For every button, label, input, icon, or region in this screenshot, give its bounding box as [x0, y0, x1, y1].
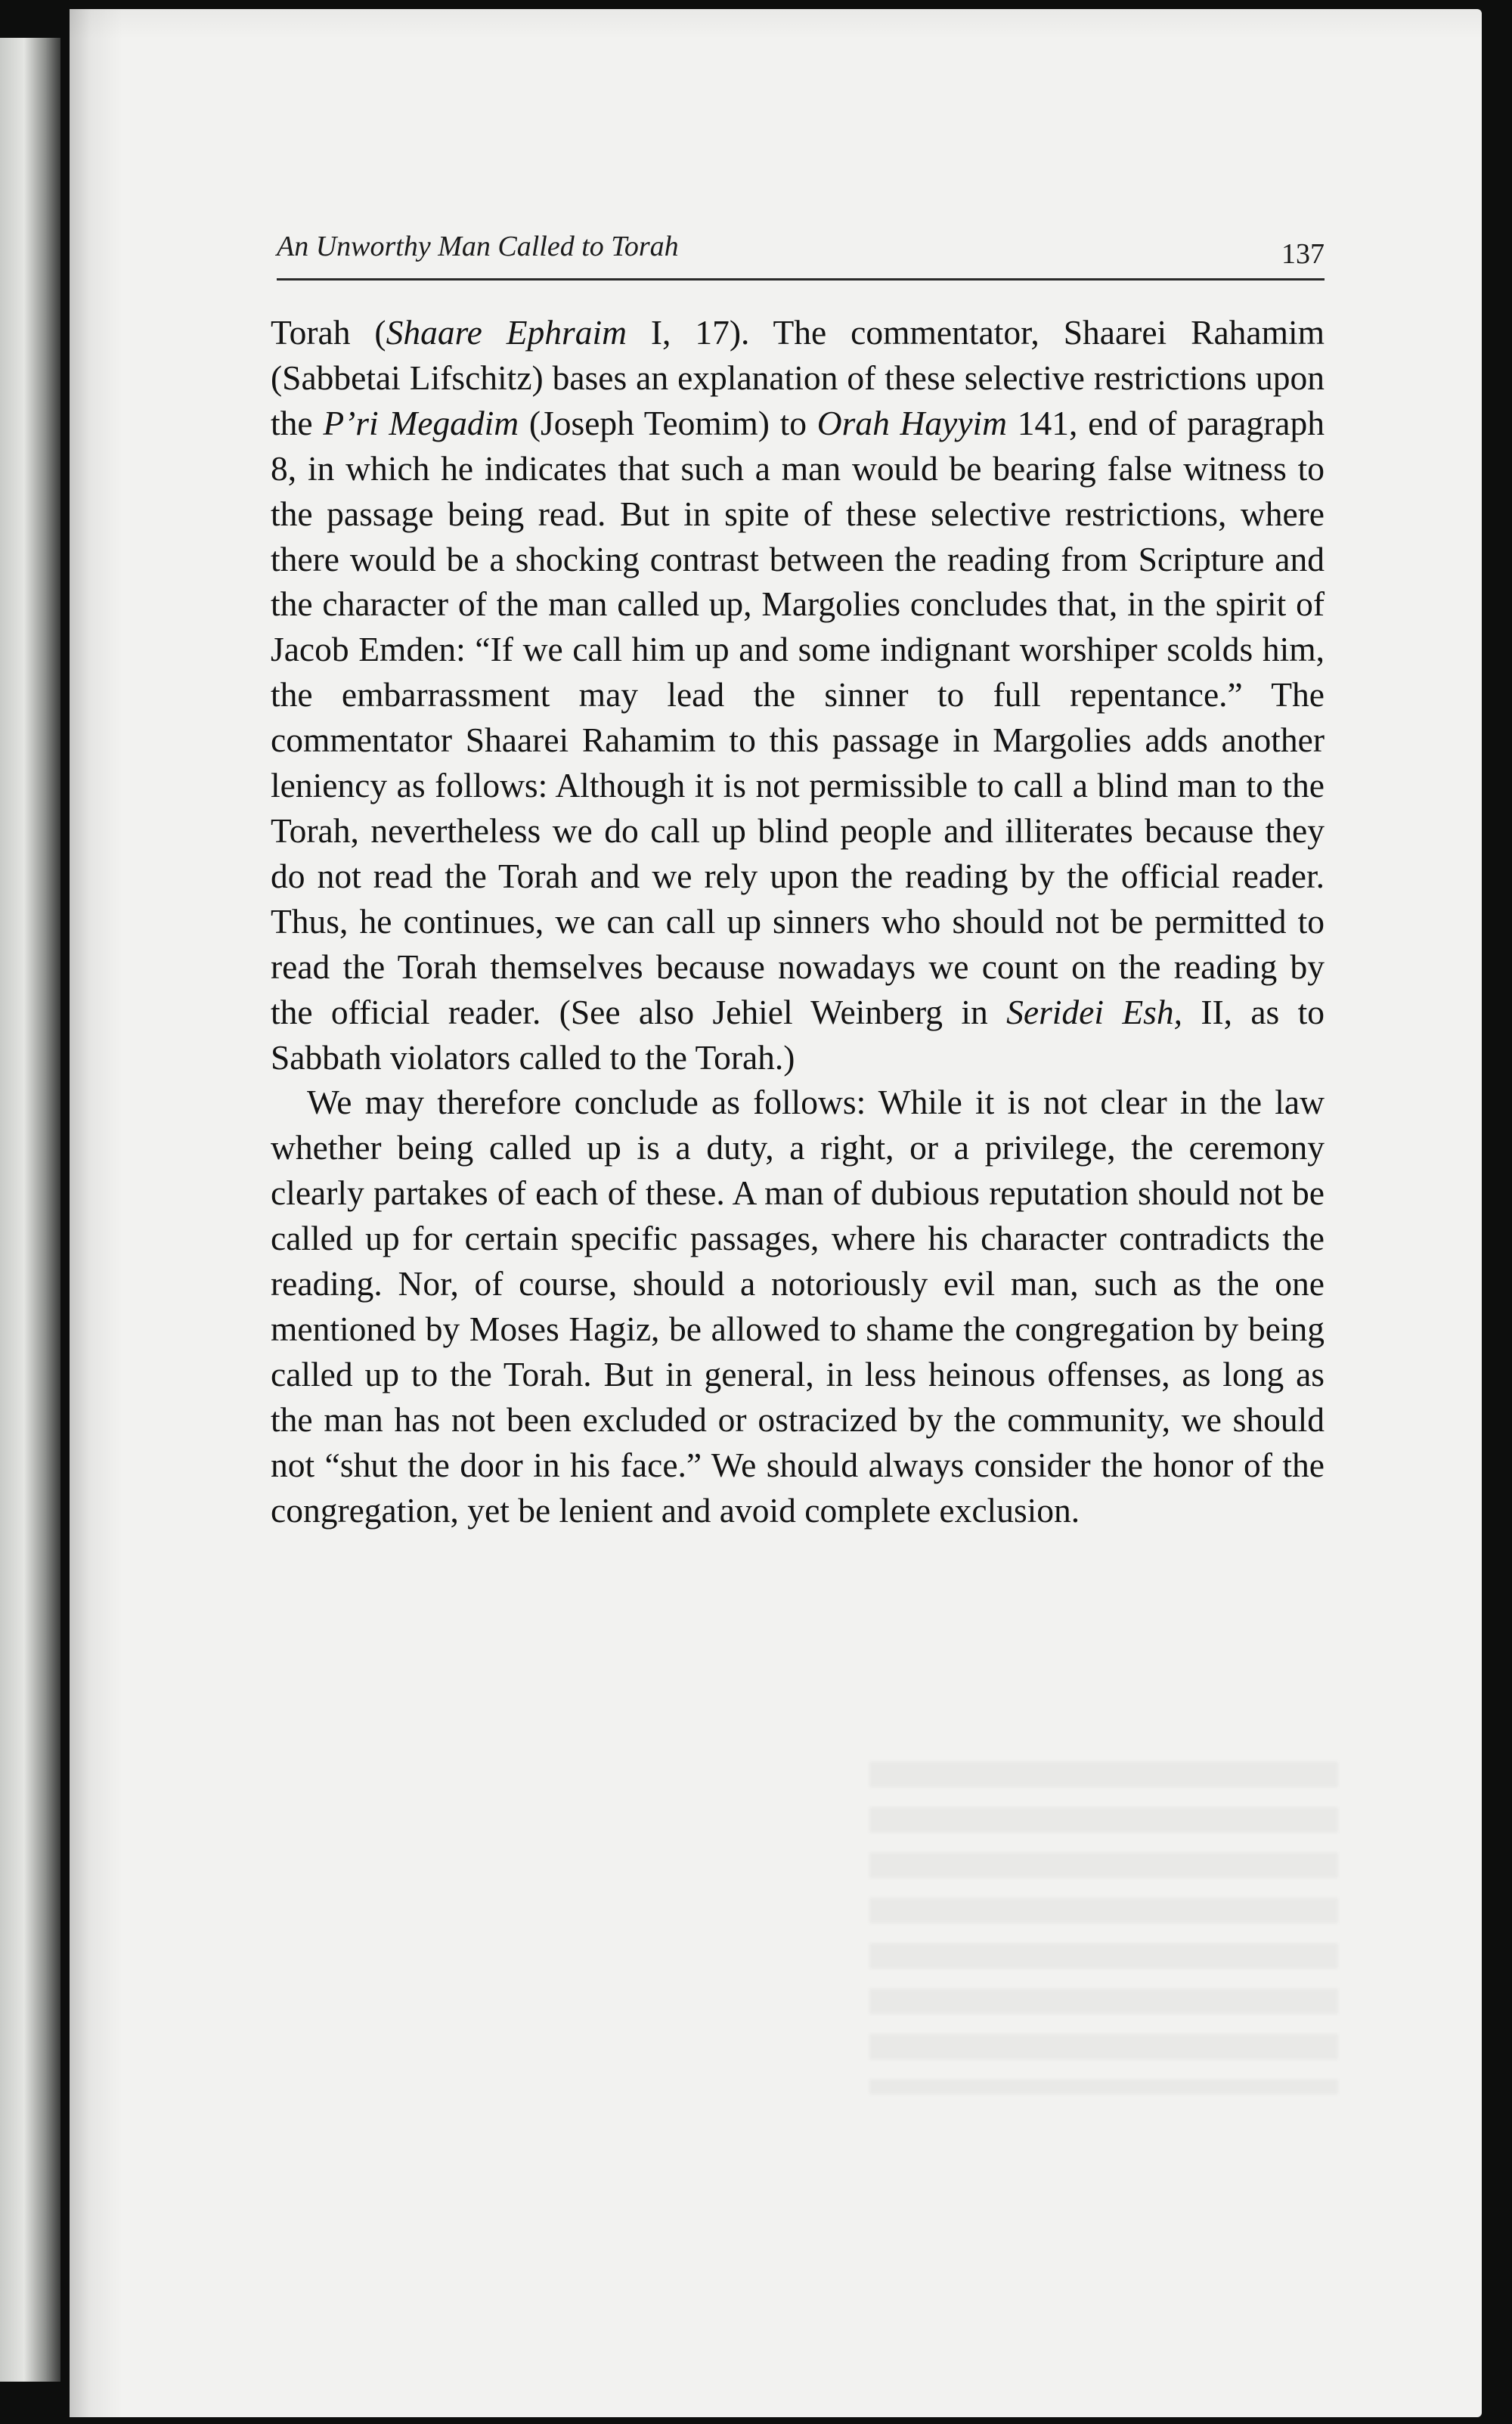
facing-page-edge [0, 38, 60, 2382]
citation-italic: Orah Hayyim [816, 403, 1008, 442]
text-run: (Joseph Teomim) to [519, 403, 817, 442]
citation-italic: Seridei Esh, [1006, 992, 1182, 1031]
text-run: II, as to Sabbath violators called to the Torah.) [271, 992, 1325, 1077]
paragraph-2: We may therefore conclude as follows: While it is not clear in the law whether being called up is a duty, a right, or a privilege, the ceremony clearly partakes of each of these. A man of dubious reputation should not be called up for certain specific passages, where his character contradicts the reading. Nor, of course, should a notoriously evil man, such as the one mentioned by Moses Hagiz, be allowed to shame the congregation by being called up to the Torah. But in general, in less heinous offenses, as long as the man has not been excluded or ostracized by the community, we should not “shut the door in his face.” We should always consider the honor of the congregation, yet be lenient and avoid complete exclusion. [271, 1083, 1325, 1530]
citation-italic: P’ri Megadim [323, 403, 519, 442]
text-run: Torah ( [271, 313, 386, 352]
paragraph-1 [271, 310, 1325, 1080]
running-head-title: An Unworthy Man Called to Torah [277, 231, 679, 262]
text-run: I, 17). The commentator, Shaarei Rahamim (Sabbetai Lifschitz) bases an explanation of these selective restrictions upon the [271, 313, 1325, 442]
body-text [271, 310, 1325, 1533]
show-through-shadow [869, 1762, 1338, 2094]
text-run: 141, end of paragraph 8, in which he indicates that such a man would be bearing false witness to the passage being read. But in spite of these selective restrictions, where there would be a shocking contrast between the reading from Scripture and the character of the man called up, Margolies concludes that, in the spirit of Jacob Emden: “If we call him up and some indignant worshiper scolds him, the embarrassment may lead the sinner to full repentance.” The commentator Shaarei Rahamim to this passage in Margolies adds another leniency as follows: Although it is not permissible to call a blind man to the Torah, nevertheless we do call up blind people and illiterates because they do not read the Torah and we rely upon the reading by the official reader. Thus, he continues, we can call up sinners who should not be permitted to read the Torah themselves because nowadays we count on the reading by the official reader. (See also Jehiel Weinberg in [271, 403, 1325, 1031]
running-head [277, 227, 1325, 281]
page-number: 137 [1281, 238, 1325, 270]
citation-italic: Shaare Ephraim [386, 313, 627, 352]
